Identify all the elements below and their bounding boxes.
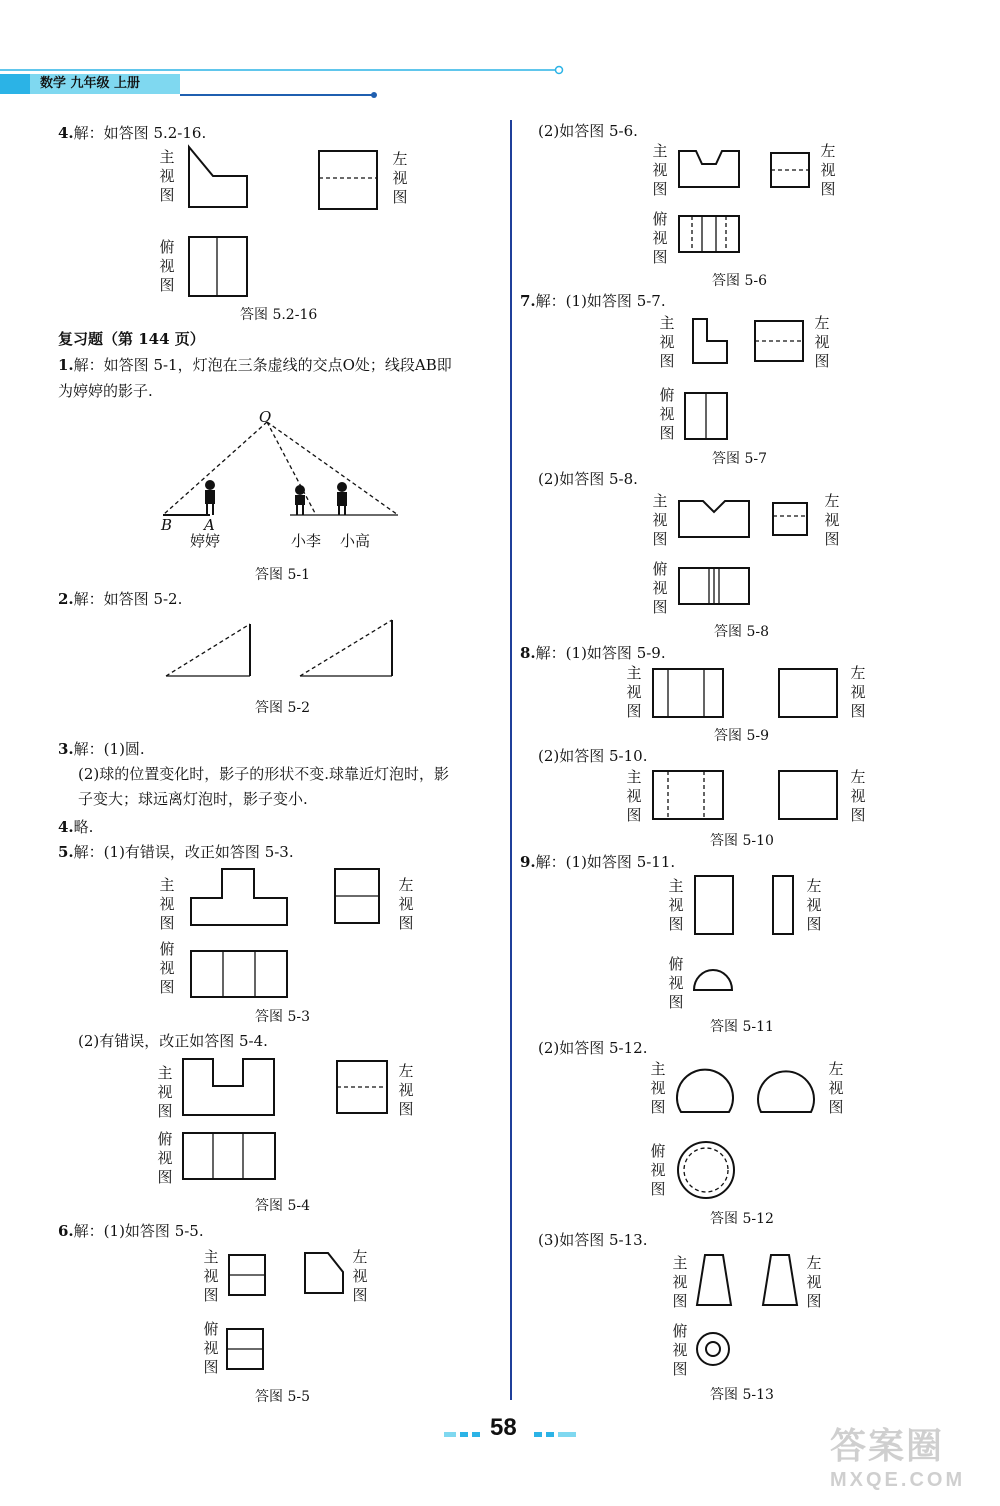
view-label-left: 左视图 (820, 142, 836, 198)
header-title: 数学 九年级 上册 (40, 76, 141, 91)
q9-line: 9.解：(1)如答图 5-11. (520, 853, 676, 871)
q4-number: 4. (58, 124, 74, 142)
q6b-caption: 答图 5-6 (712, 273, 767, 289)
q4b-line: 4.略. (58, 818, 94, 836)
view-label-left: 左视图 (392, 150, 408, 206)
q7b-top-view (678, 567, 750, 605)
person-xiaogao-icon (337, 482, 347, 515)
view-label-front: 主视图 (659, 314, 675, 370)
q6b-left-view (770, 152, 810, 188)
q3-number: 3. (58, 740, 74, 758)
q9-line2: (2)如答图 5-12. (538, 1039, 648, 1057)
view-label-top: 俯视图 (652, 560, 668, 616)
q4-top-view (188, 236, 248, 298)
label-tingting: 婷婷 (190, 532, 221, 550)
q1-number: 1. (58, 356, 74, 374)
q8-number: 8. (520, 644, 536, 662)
q2-number: 2. (58, 590, 74, 608)
q8-caption: 答图 5-9 (714, 728, 769, 744)
label-A: A (204, 516, 215, 534)
q8b-left-view (778, 770, 838, 820)
q5-number: 5. (58, 843, 74, 861)
q9-number: 9. (520, 853, 536, 871)
q4-front-view (188, 146, 248, 208)
q5-caption: 答图 5-3 (255, 1009, 310, 1025)
q4-text: 解：如答图 5.2-16. (73, 124, 207, 142)
view-label-left: 左视图 (352, 1248, 368, 1304)
view-label-top: 俯视图 (159, 238, 175, 294)
q1-line2: 为婷婷的影子. (58, 382, 153, 400)
q8b-front-view (652, 770, 724, 820)
label-xiaoli: 小李 (291, 532, 322, 550)
label-xiaogao: 小高 (340, 532, 371, 550)
view-label-top: 俯视图 (157, 1130, 173, 1186)
view-label-top: 俯视图 (159, 940, 175, 996)
label-O: O (259, 408, 272, 426)
q5b-front-view (182, 1058, 276, 1116)
view-label-front: 主视图 (668, 877, 684, 933)
view-label-left: 左视图 (806, 877, 822, 933)
view-label-left: 左视图 (806, 1254, 822, 1310)
label-B: B (161, 516, 173, 534)
q8b-caption: 答图 5-10 (710, 833, 774, 849)
view-label-front: 主视图 (672, 1254, 688, 1310)
q9c-caption: 答图 5-13 (710, 1387, 774, 1403)
q7b-front-view (678, 500, 750, 538)
q9c-left-view (762, 1254, 798, 1306)
q6-caption: 答图 5-5 (255, 1389, 310, 1405)
q7-number: 7. (520, 292, 536, 310)
person-xiaoli-icon (295, 485, 305, 515)
view-label-top: 俯视图 (659, 386, 675, 442)
q7-top-view (684, 392, 728, 440)
q2-shadow-triangles (164, 620, 404, 680)
q4-left-view (318, 150, 378, 210)
view-label-front: 主视图 (203, 1248, 219, 1304)
q7-front-view (692, 318, 728, 364)
q7b-caption: 答图 5-8 (714, 624, 769, 640)
q1-line1: 1.解：如答图 5-1，灯泡在三条虚线的交点O处；线段AB即 (58, 356, 452, 374)
q6b-front-view (678, 150, 740, 188)
q5b-left-view (336, 1060, 388, 1114)
q8-front-view (652, 668, 724, 718)
q6-front-view (228, 1254, 266, 1296)
q5-front-view (190, 868, 288, 926)
view-label-top: 俯视图 (652, 210, 668, 266)
q6b-line: (2)如答图 5-6. (538, 122, 638, 140)
q6b-top-view (678, 215, 740, 253)
review-heading: 复习题（第 144 页） (58, 330, 205, 348)
q5-line2: (2)有错误，改正如答图 5-4. (78, 1032, 268, 1050)
q9c-top-view (696, 1332, 730, 1366)
view-label-left: 左视图 (850, 664, 866, 720)
view-label-front: 主视图 (626, 664, 642, 720)
view-label-front: 主视图 (159, 148, 175, 204)
q3-line1: 3.解：(1)圆. (58, 740, 145, 758)
view-label-front: 主视图 (157, 1064, 173, 1120)
q5b-top-view (182, 1132, 276, 1180)
q4b-number: 4. (58, 818, 74, 836)
q6-top-view (226, 1328, 264, 1370)
q9c-front-view (696, 1254, 732, 1306)
q2-line: 2.解：如答图 5-2. (58, 590, 183, 608)
view-label-front: 主视图 (652, 142, 668, 198)
q3-line3: 子变大；球远离灯泡时，影子变小. (78, 790, 308, 808)
q9b-top-view (676, 1140, 736, 1200)
view-label-left: 左视图 (828, 1060, 844, 1116)
q1-caption: 答图 5-1 (255, 567, 310, 583)
watermark-logo (830, 1418, 990, 1498)
view-label-left: 左视图 (398, 1062, 414, 1118)
q2-caption: 答图 5-2 (255, 700, 310, 716)
q7-caption: 答图 5-7 (712, 451, 767, 467)
view-label-top: 俯视图 (203, 1320, 219, 1376)
q9-caption: 答图 5-11 (710, 1019, 774, 1035)
column-divider (510, 120, 512, 1400)
person-tingting-icon (205, 480, 215, 515)
q8-line2: (2)如答图 5-10. (538, 747, 648, 765)
q4-line (58, 124, 206, 142)
q7-line: 7.解：(1)如答图 5-7. (520, 292, 666, 310)
q4-caption: 答图 5.2-16 (240, 307, 318, 323)
view-label-top: 俯视图 (650, 1142, 666, 1198)
q6-line: 6.解：(1)如答图 5-5. (58, 1222, 204, 1240)
q9-top-view (692, 968, 734, 992)
q5-top-view (190, 950, 288, 998)
q6-left-view (304, 1252, 344, 1294)
view-label-front: 主视图 (650, 1060, 666, 1116)
q9b-front-view (676, 1062, 734, 1114)
view-label-left: 左视图 (850, 768, 866, 824)
q7b-left-view (772, 502, 808, 536)
page-number: 58 (490, 1414, 517, 1441)
view-label-front: 主视图 (652, 492, 668, 548)
view-label-left: 左视图 (814, 314, 830, 370)
q5-line: 5.解：(1)有错误，改正如答图 5-3. (58, 843, 294, 861)
q5b-caption: 答图 5-4 (255, 1198, 310, 1214)
q7-left-view (754, 320, 804, 362)
q6-number: 6. (58, 1222, 74, 1240)
q3-line2: (2)球的位置变化时，影子的形状不变.球靠近灯泡时，影 (78, 765, 450, 783)
view-label-top: 俯视图 (672, 1322, 688, 1378)
watermark-url: MXQE.COM (830, 1469, 966, 1491)
q8-line: 8.解：(1)如答图 5-9. (520, 644, 666, 662)
view-label-left: 左视图 (398, 876, 414, 932)
q9-front-view (694, 875, 734, 935)
view-label-front: 主视图 (159, 876, 175, 932)
q9-left-view (772, 875, 794, 935)
view-label-left: 左视图 (824, 492, 840, 548)
q1-shadow-diagram (160, 410, 410, 550)
q9-line3: (3)如答图 5-13. (538, 1231, 648, 1249)
watermark-text: 答案圈 (830, 1426, 945, 1467)
q9b-caption: 答图 5-12 (710, 1211, 774, 1227)
view-label-top: 俯视图 (668, 955, 684, 1011)
q9b-left-view (756, 1062, 816, 1114)
q5-left-view (334, 868, 380, 924)
q7-line2: (2)如答图 5-8. (538, 470, 638, 488)
q8-left-view (778, 668, 838, 718)
view-label-front: 主视图 (626, 768, 642, 824)
